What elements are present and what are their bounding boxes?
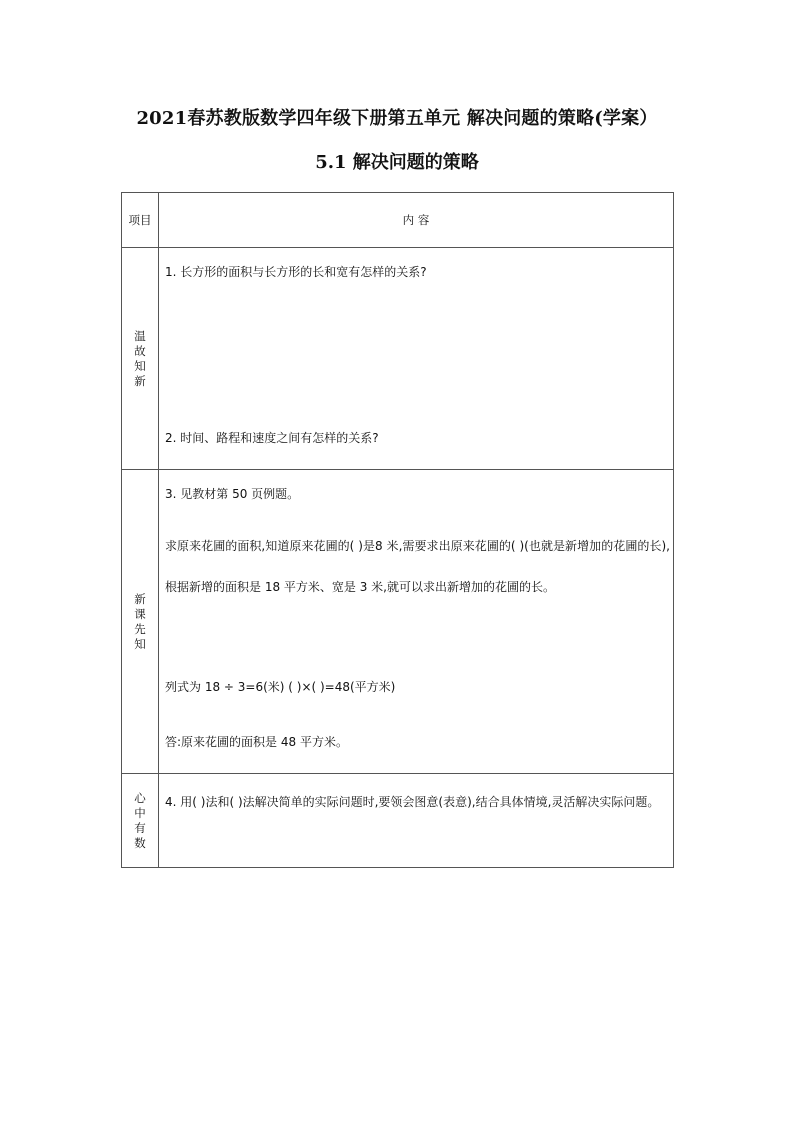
review-question-2: 2. 时间、路程和速度之间有怎样的关系? [165, 431, 379, 445]
header-project: 项目 [128, 213, 152, 227]
section-label-review [122, 248, 158, 469]
summary-item-4: 4. 用( )法和( )法解决简单的实际问题时,要领会图意(表意),结合具体情境,灵活解决实际问题。 [165, 795, 660, 809]
study-table [121, 192, 674, 868]
review-question-1: 1. 长方形的面积与长方形的长和宽有怎样的关系? [165, 265, 427, 279]
section-label-summary [122, 774, 158, 867]
preview-paragraph: 求原来花圃的面积,知道原来花圃的( )是8 米,需要求出原来花圃的( )(也就是新增加的花圃的长),根据新增的面积是 18 平方米、宽是 3 米,就可以求出新增加的花圃的长。 [165, 539, 670, 594]
section-label-preview [122, 470, 158, 773]
row-divider-review [122, 469, 673, 470]
section-label-preview-text: 新课先知 [134, 591, 146, 651]
preview-answer: 答:原来花圃的面积是 48 平方米。 [165, 735, 348, 749]
document-subtitle: 5.1 解决问题的策略 [315, 152, 479, 173]
preview-equation: 列式为 18 ÷ 3=6(米) ( )×( )=48(平方米) [165, 680, 396, 694]
section-label-review-text: 温故知新 [134, 328, 146, 388]
column-divider [158, 193, 159, 867]
row-divider-preview [122, 773, 673, 774]
section-label-summary-text: 心中有数 [134, 790, 146, 850]
document-title: 2021春苏教版数学四年级下册第五单元 解决问题的策略(学案） [136, 108, 658, 129]
preview-item-3: 3. 见教材第 50 页例题。 [165, 487, 300, 501]
row-divider-header [122, 247, 673, 248]
header-content: 内 容 [402, 213, 430, 227]
